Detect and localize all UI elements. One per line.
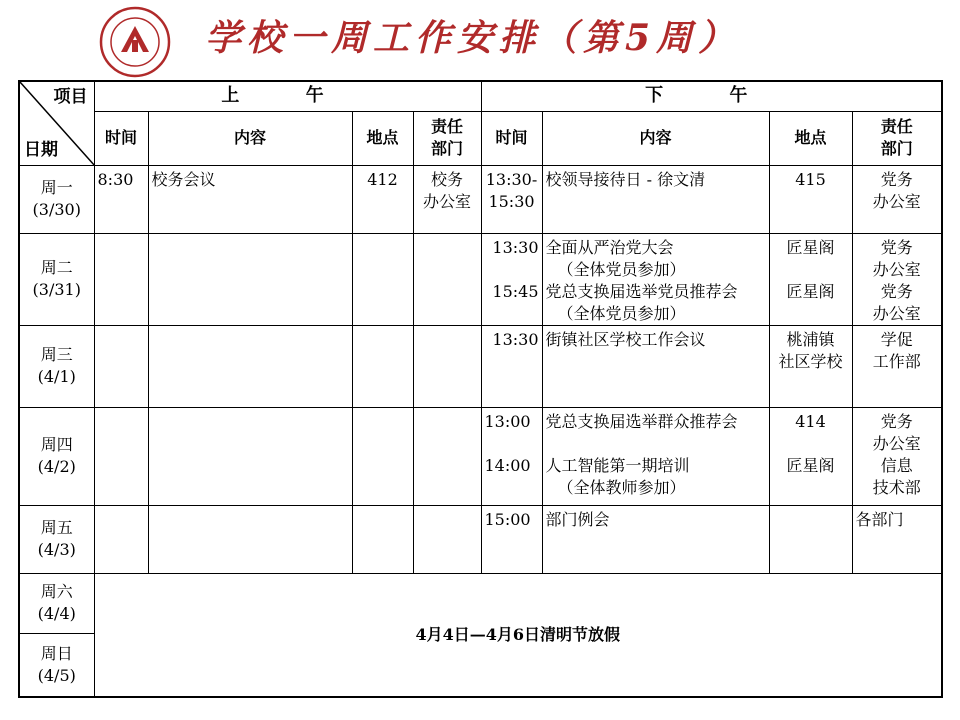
am-time-cell (94, 325, 148, 407)
am-place-cell: 412 (352, 165, 413, 233)
pm-time-cell: 13:30 (481, 325, 542, 407)
am-place-cell (352, 407, 413, 505)
pm-time-cell: 15:00 (481, 505, 542, 573)
pm-place-cell: 桃浦镇 社区学校 (769, 325, 852, 407)
table-row (19, 233, 942, 325)
am-content-header: 内容 (148, 111, 352, 165)
pm-dept-cell: 各部门 (852, 505, 942, 573)
pm-time-cell: 13:00 14:00 (481, 407, 542, 505)
am-content-cell (148, 233, 352, 325)
pm-place-cell (769, 505, 852, 573)
day-cell: 周二 (3/31) (19, 233, 94, 325)
pm-content-header: 内容 (542, 111, 769, 165)
pm-time-cell: 13:30 15:45 (481, 233, 542, 325)
pm-dept-cell: 党务 办公室 党务 办公室 (852, 233, 942, 325)
table-row (19, 505, 942, 573)
am-place-header: 地点 (352, 111, 413, 165)
am-time-header: 时间 (94, 111, 148, 165)
am-place-cell (352, 505, 413, 573)
corner-item-label: 项目 (53, 87, 88, 107)
pm-time-header: 时间 (481, 111, 542, 165)
school-logo (99, 6, 171, 78)
table-row (19, 573, 942, 633)
pm-dept-header: 责任 部门 (852, 111, 942, 165)
day-cell: 周四 (4/2) (19, 407, 94, 505)
am-time-cell (94, 233, 148, 325)
am-place-cell (352, 233, 413, 325)
pm-place-cell: 414 匠星阁 (769, 407, 852, 505)
day-cell: 周三 (4/1) (19, 325, 94, 407)
am-content-cell (148, 407, 352, 505)
am-time-cell (94, 407, 148, 505)
table-row (19, 165, 942, 233)
pm-content-cell: 党总支换届选举群众推荐会 人工智能第一期培训 （全体教师参加） (542, 407, 769, 505)
weekly-schedule-table (18, 80, 943, 698)
day-cell: 周六 (4/4) (19, 573, 94, 633)
pm-content-cell: 校领导接待日 - 徐文清 (542, 165, 769, 233)
pm-place-cell: 匠星阁 匠星阁 (769, 233, 852, 325)
am-dept-cell (413, 407, 481, 505)
pm-place-cell: 415 (769, 165, 852, 233)
am-dept-cell (413, 233, 481, 325)
day-cell: 周五 (4/3) (19, 505, 94, 573)
am-content-cell (148, 325, 352, 407)
page-title: 学校一周工作安排（第5周） (205, 17, 741, 59)
pm-place-header: 地点 (769, 111, 852, 165)
am-content-cell: 校务会议 (148, 165, 352, 233)
am-dept-cell: 校务 办公室 (413, 165, 481, 233)
afternoon-header: 下 午 (481, 81, 942, 111)
pm-content-cell: 街镇社区学校工作会议 (542, 325, 769, 407)
pm-content-cell: 全面从严治党大会 （全体党员参加） 党总支换届选举党员推荐会 （全体党员参加） (542, 233, 769, 325)
school-seal-icon (99, 6, 171, 78)
pm-dept-cell: 学促 工作部 (852, 325, 942, 407)
holiday-notice: 4月4日—4月6日清明节放假 (94, 573, 942, 697)
am-content-cell (148, 505, 352, 573)
am-dept-header: 责任 部门 (413, 111, 481, 165)
am-time-cell: 8:30 (94, 165, 148, 233)
pm-dept-cell: 党务 办公室 (852, 165, 942, 233)
am-time-cell (94, 505, 148, 573)
morning-header: 上 午 (94, 81, 481, 111)
corner-date-label: 日期 (24, 139, 58, 160)
day-cell: 周日 (4/5) (19, 633, 94, 697)
pm-content-cell: 部门例会 (542, 505, 769, 573)
pm-time-cell: 13:30- 15:30 (481, 165, 542, 233)
table-row (19, 407, 942, 505)
day-cell: 周一 (3/30) (19, 165, 94, 233)
table-row (19, 325, 942, 407)
am-dept-cell (413, 325, 481, 407)
pm-dept-cell: 党务 办公室 信息 技术部 (852, 407, 942, 505)
am-place-cell (352, 325, 413, 407)
header-corner-cell (19, 81, 94, 165)
am-dept-cell (413, 505, 481, 573)
